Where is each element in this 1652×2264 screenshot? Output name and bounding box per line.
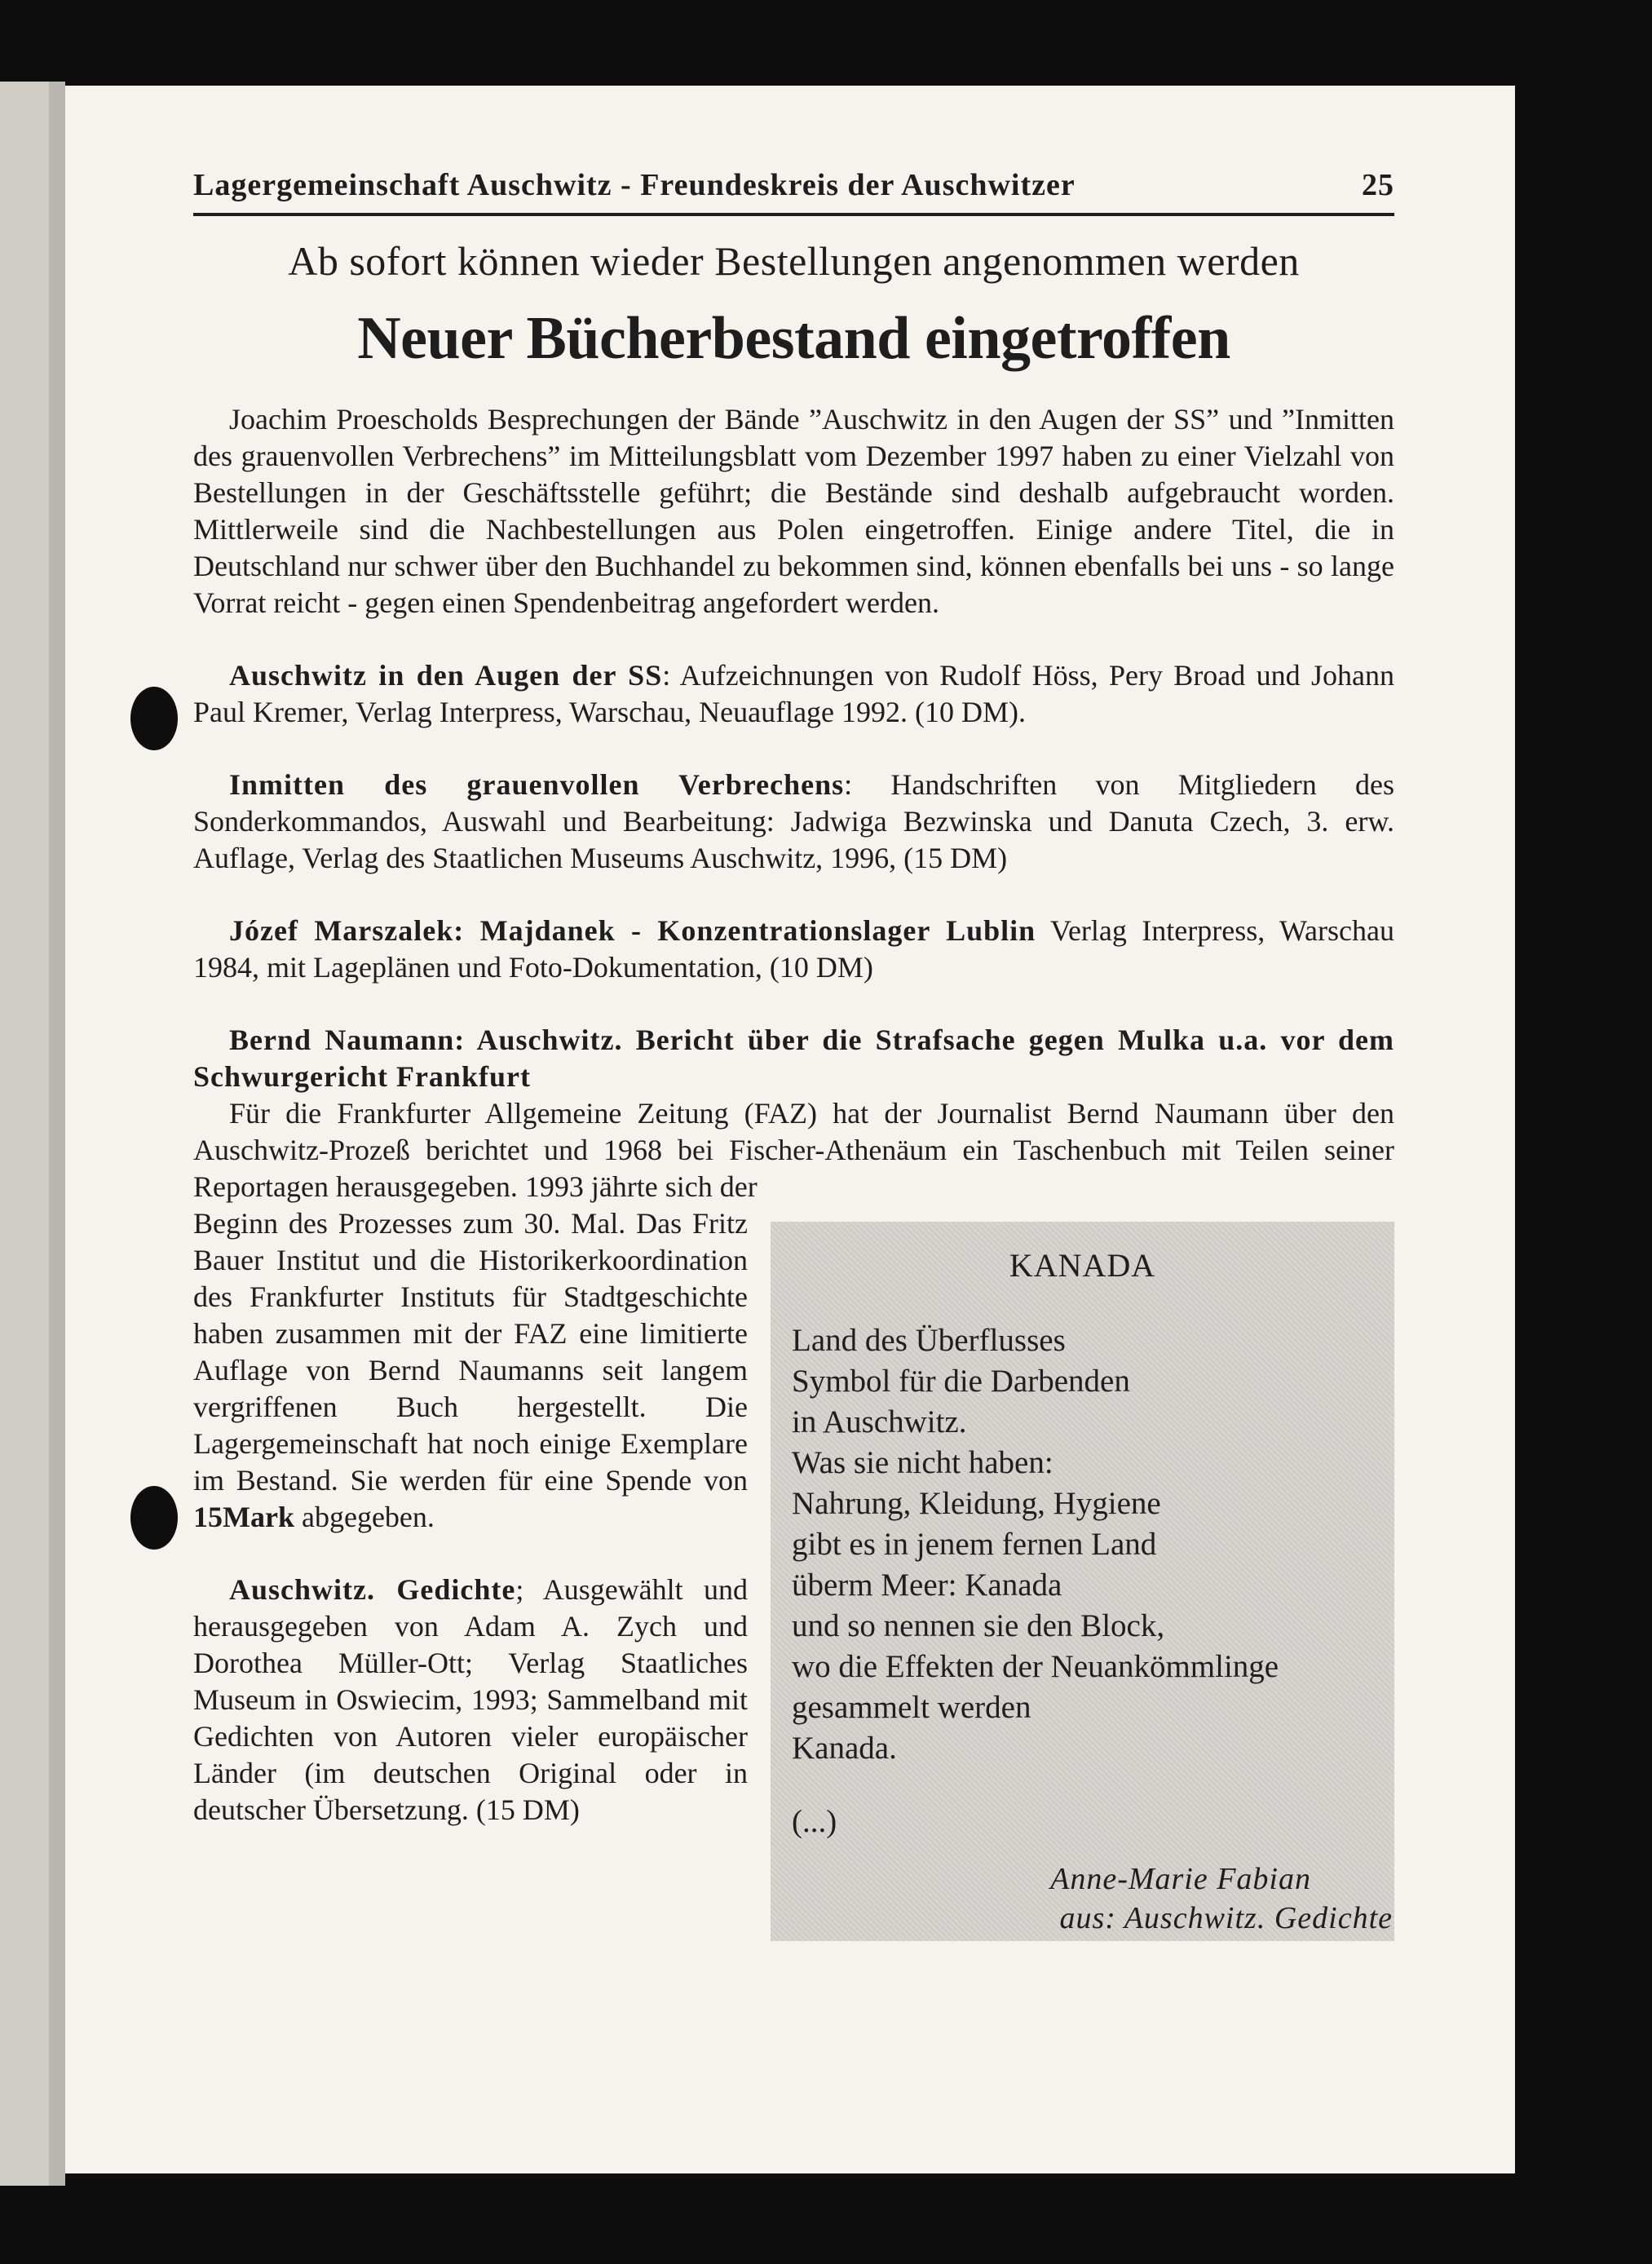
page-number: 25 bbox=[1362, 168, 1394, 202]
book-description: Verlag Interpress, Warschau 1984, mit Lageplänen und Foto-Dokumentation, (10 DM) bbox=[193, 914, 1394, 984]
poem-box bbox=[771, 1222, 1394, 1941]
poem-line: Nahrung, Kleidung, Hygiene bbox=[792, 1486, 1161, 1521]
page-content bbox=[193, 167, 1394, 1941]
article-kicker: Ab sofort können wieder Bestellungen angenommen werden bbox=[288, 238, 1300, 284]
poem-line: Kanada. bbox=[792, 1731, 897, 1766]
book-description: : Aufzeichnungen von Rudolf Höss, Pery Broad und Johann Paul Kremer, Verlag Interpress, Warschau, Neuauflage 1992. (10 DM). bbox=[193, 659, 1394, 728]
naumann-paragraph: Für die Frankfurter Allgemeine Zeitung (FAZ) hat der Journalist Bernd Naumann über den Auschwitz-Prozeß berichtet und 1968 bei Fischer-Athenäum ein Taschenbuch mit Teilen seiner Reportagen herausgegeben. 1993 jährte sich der bbox=[193, 1097, 1394, 1203]
poem-ellipsis: (...) bbox=[792, 1804, 837, 1839]
book-entry bbox=[193, 1572, 748, 1828]
book-description: ; Ausgewählt und herausgegeben von Adam A. Zych und Dorothea Müller-Ott; Verlag Staatliches Museum in Oswiecim, 1993; Sammelband mit Gedichten von Autoren vieler europäischer Länder (im deutschen Original oder in deutscher Übersetzung. (15 DM) bbox=[193, 1573, 749, 1826]
binder-hole bbox=[130, 1486, 178, 1550]
two-column-section bbox=[193, 1205, 1394, 1941]
book-description: : Handschriften von Mitgliedern des Sonderkommandos, Auswahl und Bearbeitung: Jadwiga Bezwinska und Danuta Czech, 3. erw. Auflage, Verlag des Staatlichen Museums Auschwitz, 1996, (15 DM) bbox=[193, 768, 1394, 874]
book-title: Auschwitz in den Augen der SS bbox=[229, 659, 663, 692]
poem-source: aus: Auschwitz. Gedichte bbox=[1059, 1901, 1393, 1935]
running-header bbox=[193, 167, 1394, 216]
poem-line: in Auschwitz. bbox=[792, 1404, 967, 1439]
book-entry bbox=[193, 1022, 1394, 1095]
poem-line: wo die Effekten der Neuankömmlinge bbox=[792, 1649, 1279, 1684]
poem-line: Symbol für die Darbenden bbox=[792, 1364, 1130, 1399]
poem-line: gibt es in jenem fernen Land bbox=[792, 1527, 1157, 1562]
book-title: Inmitten des grauenvollen Verbrechens bbox=[229, 768, 845, 801]
poem-lines bbox=[771, 1320, 1394, 1769]
lead-paragraph: Joachim Proescholds Besprechungen der Bände ”Auschwitz in den Augen der SS” und ”Inmitten des grauenvollen Verbrechens” im Mitteilungsblatt vom Dezember 1997 haben zu einer Vielzahl von Bestellungen in der Geschäftsstelle geführt; die Bestände sind deshalb aufgebraucht worden. Mittlerweile sind die Nachbestellungen aus Polen eingetroffen. Einige andere Titel, die in Deutschland nur schwer über den Buchhandel zu bekommen sind, können ebenfalls bei uns - so lange Vorrat reicht - gegen einen Spendenbeitrag angefordert werden. bbox=[193, 403, 1394, 619]
poem-title: KANADA bbox=[1009, 1247, 1156, 1284]
book-title: Auschwitz. Gedichte bbox=[229, 1573, 516, 1606]
poem-line: Was sie nicht haben: bbox=[792, 1445, 1053, 1480]
naumann-continuation: Beginn des Prozesses zum 30. Mal. Das Fritz Bauer Institut und die Historikerkoordination des Frankfurter Instituts für Stadtgeschichte haben zusammen mit der FAZ eine limitierte Auflage von Bernd Naumanns seit langem vergriffenen Buch hergestellt. Die Lagergemeinschaft hat noch einige Exemplare im Bestand. Sie werden für eine Spende von 15Mark abgegeben. bbox=[193, 1207, 748, 1533]
binder-hole bbox=[130, 687, 178, 750]
book-title: Bernd Naumann: Auschwitz. Bericht über die Strafsache gegen Mulka u.a. vor dem Schwurgericht Frankfurt bbox=[193, 1024, 1394, 1093]
poem-line: und so nennen sie den Block, bbox=[792, 1608, 1165, 1643]
poem-author: Anne-Marie Fabian bbox=[1050, 1862, 1311, 1896]
poem-credit bbox=[1050, 1859, 1393, 1938]
book-entry bbox=[193, 913, 1394, 986]
poem-line: gesammelt werden bbox=[792, 1690, 1031, 1725]
publication-name: Lagergemeinschaft Auschwitz - Freundeskreis der Auschwitzer bbox=[193, 168, 1076, 202]
article-title: Neuer Bücherbestand eingetroffen bbox=[357, 305, 1230, 372]
book-entry bbox=[193, 657, 1394, 731]
adjacent-page-edge bbox=[49, 82, 65, 2186]
book-title: Józef Marszalek: Majdanek - Konzentrationslager Lublin bbox=[229, 914, 1036, 947]
poem-line: Land des Überflusses bbox=[792, 1323, 1066, 1358]
poem-line: überm Meer: Kanada bbox=[792, 1568, 1062, 1603]
left-column bbox=[193, 1205, 748, 1941]
price-emphasis: 15Mark bbox=[193, 1501, 294, 1533]
book-entry bbox=[193, 767, 1394, 877]
